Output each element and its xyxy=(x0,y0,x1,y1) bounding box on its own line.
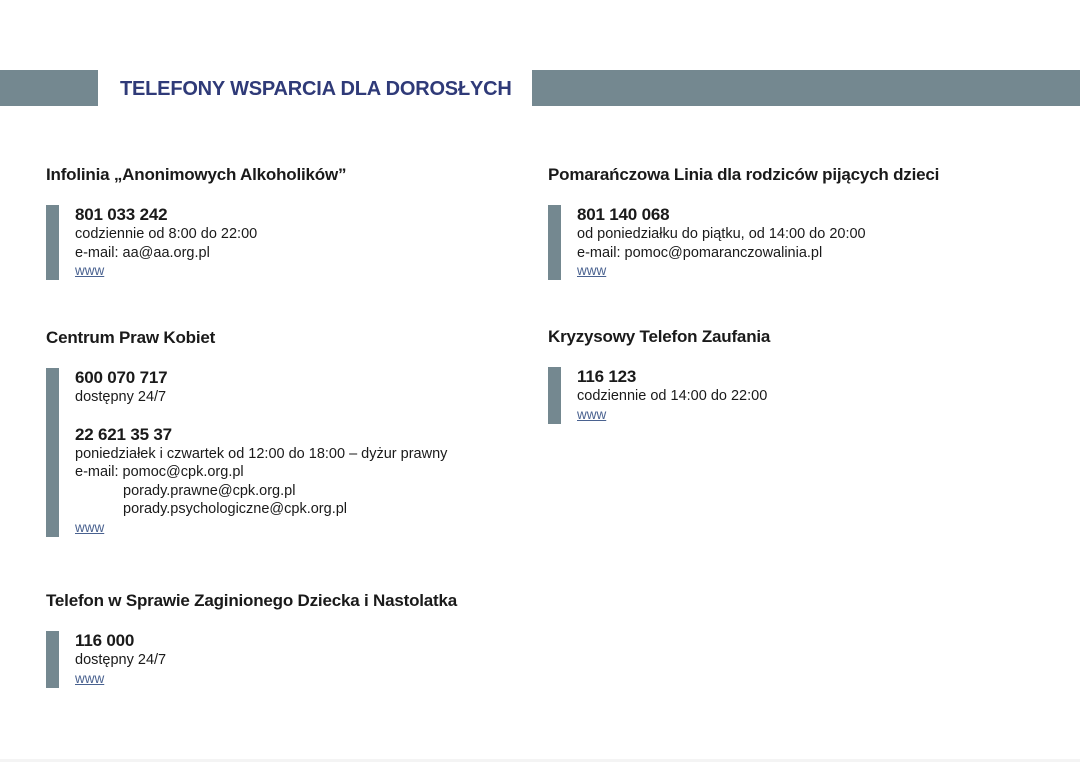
email-extra[interactable]: porady.psychologiczne@cpk.org.pl xyxy=(123,501,348,517)
header-band-right xyxy=(532,70,1080,106)
helpline-details xyxy=(46,205,346,280)
hours-text: codziennie od 8:00 do 22:00 xyxy=(75,226,258,242)
helpline-details xyxy=(548,367,770,424)
helpline-details xyxy=(548,205,939,280)
helpline-kryzysowy-telefon-zaufania xyxy=(548,327,770,424)
www-link[interactable]: www xyxy=(75,263,105,278)
header-band-left xyxy=(0,70,98,106)
page-title: TELEFONY WSPARCIA DLA DOROSŁYCH xyxy=(120,78,512,100)
hours-text-secondary: poniedziałek i czwartek od 12:00 do 18:00 – dyżur prawny xyxy=(75,445,448,462)
phone-number[interactable]: 801 140 068 xyxy=(577,205,670,224)
phone-number[interactable]: 801 033 242 xyxy=(75,205,168,224)
helpline-title: Pomarańczowa Linia dla rodziców pijących dzieci xyxy=(548,165,940,184)
www-link[interactable]: www xyxy=(75,519,105,535)
helpline-centrum-praw-kobiet xyxy=(46,328,447,537)
accent-bar xyxy=(46,631,59,688)
phone-number[interactable]: 116 123 xyxy=(577,367,637,386)
hours-text: codziennie od 14:00 do 22:00 xyxy=(577,388,768,404)
helpline-details xyxy=(46,368,447,537)
accent-bar xyxy=(548,367,561,424)
spacer xyxy=(75,407,447,425)
helpline-title: Telefon w Sprawie Zaginionego Dziecka i Nastolatka xyxy=(46,591,458,610)
helpline-aa xyxy=(46,165,346,280)
accent-bar xyxy=(46,205,59,280)
helpline-title: Kryzysowy Telefon Zaufania xyxy=(548,327,771,346)
helpline-title: Infolinia „Anonimowych Alkoholików” xyxy=(46,165,347,184)
email-extra[interactable]: porady.prawne@cpk.org.pl xyxy=(123,482,296,499)
hours-text: dostępny 24/7 xyxy=(75,652,167,668)
email-text[interactable]: e-mail: pomoc@pomaranczowalinia.pl xyxy=(577,244,823,261)
phone-number[interactable]: 116 000 xyxy=(75,631,135,650)
www-link[interactable]: www xyxy=(75,670,105,686)
email-text[interactable]: e-mail: aa@aa.org.pl xyxy=(75,244,210,261)
hours-text: od poniedziałku do piątku, od 14:00 do 20:00 xyxy=(577,226,866,242)
helpline-zaginione-dziecko xyxy=(46,591,457,688)
phone-number[interactable]: 600 070 717 xyxy=(75,368,168,387)
accent-bar xyxy=(548,205,561,280)
helpline-title: Centrum Praw Kobiet xyxy=(46,328,216,347)
helpline-pomaranczowa-linia xyxy=(548,165,939,280)
helpline-details xyxy=(46,631,457,688)
www-link[interactable]: www xyxy=(577,406,607,422)
accent-bar xyxy=(46,368,59,537)
email-text[interactable]: e-mail: pomoc@cpk.org.pl xyxy=(75,464,244,480)
hours-text: dostępny 24/7 xyxy=(75,389,167,405)
phone-number-secondary[interactable]: 22 621 35 37 xyxy=(75,424,172,444)
www-link[interactable]: www xyxy=(577,263,607,278)
